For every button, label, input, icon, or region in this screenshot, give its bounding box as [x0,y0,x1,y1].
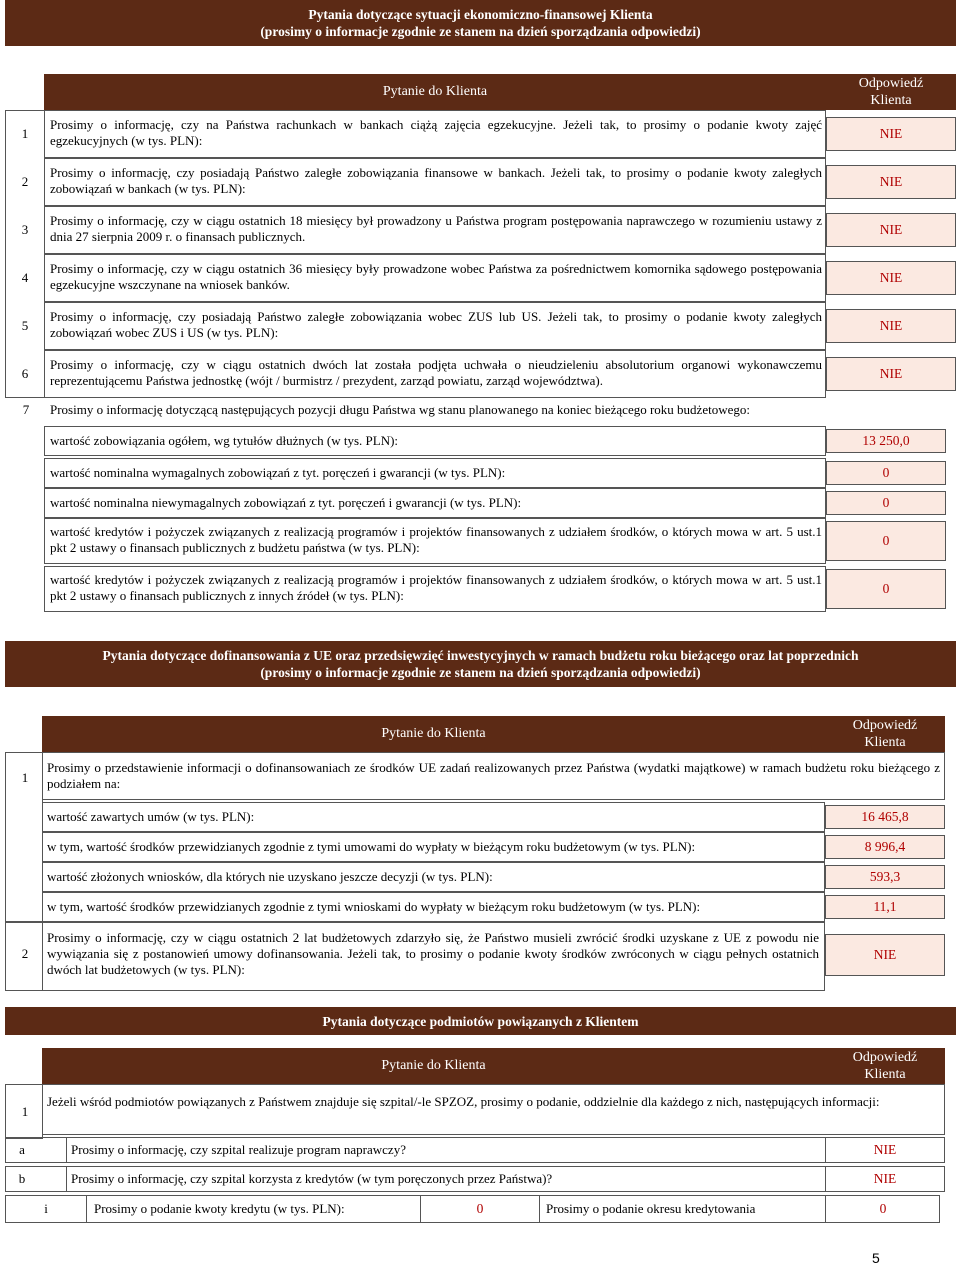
s2-item-question: w tym, wartość środków przewidzianych zgodnie z tymi wnioskami do wypłaty w bieżącym roku budżetowym (w tys. PLN): [47,899,701,914]
s1-row-answer[interactable]: NIE [826,165,956,199]
section1-banner [5,0,956,46]
debt-answer[interactable]: 0 [826,461,946,485]
s1-row-number: 5 [21,318,29,333]
s2-q1-text: Prosimy o przedstawienie informacji o dofinansowaniach ze środków UE zadań realizowanych przez Państwa (wydatki majątkowe) w ramach budżetu roku bieżącego z podziałem na: [47,760,940,791]
s1-answer-header [826,74,956,110]
debt-question: wartość nominalna wymagalnych zobowiązań z tyt. poręczeń i gwarancji (w tys. PLN): [50,465,506,480]
s2-item-answer[interactable]: 593,3 [825,865,945,889]
section3-banner [5,1007,956,1035]
debt-question: wartość kredytów i pożyczek związanych z realizacją programów i projektów finansowanych z udziałem środków, o których mowa w art. 5 ust.1 pkt 2 ustawy o finansach publicznych z innych źródeł (w tys. PLN): [50,572,822,603]
s1-number-column [5,110,45,398]
s2-item-question: wartość zawartych umów (w tys. PLN): [47,809,255,824]
s2-q2-answer[interactable]: NIE [825,934,945,976]
s1-row-question: Prosimy o informację, czy posiadają Państwo zaległe zobowiązania wobec ZUS lub US. Jeżeli tak, to prosimy o podanie kwoty zaległych zobowiązań wobec ZUS i US (w tys. PLN): [50,309,822,340]
s3-i-text: Prosimy o podanie kwoty kredytu (w tys. PLN): [94,1201,345,1216]
s1-question-header: Pytanie do Klienta [44,74,826,110]
s3-question-header: Pytanie do Klienta [42,1048,825,1084]
s1-row-answer[interactable]: NIE [826,117,956,151]
s1-row7-number: 7 [22,402,30,417]
s3-i-answer[interactable]: 0 [420,1195,540,1223]
s1-answer-header-line2: Klienta [870,93,912,108]
section2-banner [5,641,956,687]
s2-item-answer[interactable]: 8 996,4 [825,835,945,859]
s3-answer-header-line1: Odpowiedź [852,1050,918,1065]
s1-row-answer[interactable]: NIE [826,261,956,295]
debt-answer[interactable]: 0 [826,521,946,561]
s2-answer-header-line1: Odpowiedź [852,718,918,733]
s3-i2-answer[interactable]: 0 [825,1195,940,1223]
section2-subtitle: (prosimy o informacje zgodnie ze stanem na dzień sporządzania odpowiedzi) [260,665,701,680]
debt-answer[interactable]: 0 [826,491,946,515]
s3-a-label: a [19,1142,25,1157]
debt-question: wartość zobowiązania ogółem, wg tytułów dłużnych (w tys. PLN): [50,433,399,448]
s1-row7-text: Prosimy o informację dotyczącą następujących pozycji długu Państwa wg stanu planowanego na koniec bieżącego roku budżetowego: [50,402,750,417]
debt-question: wartość kredytów i pożyczek związanych z realizacją programów i projektów finansowanych z udziałem środków, o których mowa w art. 5 ust.1 pkt 2 ustawy o finansach publicznych z budżetu państwa (w tys. PLN): [50,524,822,555]
s2-item-question: w tym, wartość środków przewidzianych zgodnie z tymi umowami do wypłaty w bieżącym roku budżetowym (w tys. PLN): [47,839,696,854]
s3-i-label: i [44,1201,48,1216]
s2-q2-number: 2 [21,946,29,961]
section1-title: Pytania dotyczące sytuacji ekonomiczno-finansowej Klienta [308,7,653,22]
s1-row-question: Prosimy o informację, czy w ciągu ostatnich 36 miesięcy były prowadzone wobec Państwa za pośrednictwem komornika sądowego postępowania egzekucyjne wszczynane na wniosek banków. [50,261,822,292]
s1-row-number: 4 [21,270,29,285]
section3-title: Pytania dotyczące podmiotów powiązanych z Klientem [322,1013,639,1029]
s1-row-answer[interactable]: NIE [826,357,956,391]
s2-q1-number: 1 [21,770,29,785]
s3-i2-text: Prosimy o podanie okresu kredytowania [546,1201,756,1216]
s1-row-answer[interactable]: NIE [826,213,956,247]
s3-b-answer[interactable]: NIE [825,1166,945,1192]
debt-question: wartość nominalna niewymagalnych zobowiązań z tyt. poręczeń i gwarancji (w tys. PLN): [50,495,522,510]
s3-answer-header-line2: Klienta [864,1067,906,1082]
s3-answer-header [825,1048,945,1084]
s1-row-number: 2 [21,174,29,189]
s1-row-answer[interactable]: NIE [826,309,956,343]
s3-a-text: Prosimy o informację, czy szpital realizuje program naprawczy? [71,1142,406,1157]
s3-q1-text: Jeżeli wśród podmiotów powiązanych z Państwem znajduje się szpital/-le SPZOZ, prosimy o podanie, oddzielnie dla każdego z nich, następujących informacji: [47,1094,880,1109]
section1-subtitle: (prosimy o informacje zgodnie ze stanem na dzień sporządzania odpowiedzi) [260,24,701,39]
s2-item-answer[interactable]: 16 465,8 [825,805,945,829]
s2-answer-header [825,716,945,752]
s1-row-number: 6 [21,366,29,381]
s1-row-number: 1 [21,126,29,141]
s2-item-question: wartość złożonych wniosków, dla których nie uzyskano jeszcze decyzji (w tys. PLN): [47,869,493,884]
s3-a-answer[interactable]: NIE [825,1137,945,1163]
s1-row-question: Prosimy o informację, czy posiadają Państwo zaległe zobowiązania finansowe w bankach. Jeżeli tak, to prosimy o podanie kwoty zaległych zobowiązań w bankach (w tys. PLN): [50,165,822,196]
debt-answer[interactable]: 13 250,0 [826,429,946,453]
s2-answer-header-line2: Klienta [864,735,906,750]
section2-title: Pytania dotyczące dofinansowania z UE oraz przedsięwzięć inwestycyjnych w ramach budżetu roku bieżącego oraz lat poprzednich [102,648,859,663]
s1-row-question: Prosimy o informację, czy w ciągu ostatnich dwóch lat została podjęta uchwała o nieudzieleniu absolutorium organowi wykonawczemu reprezentującemu Państwa jednostkę (wójt / burmistrz / prezydent, zarząd powiatu, zarząd województwa). [50,357,822,388]
s3-b-label: b [18,1171,26,1186]
s1-row-number: 3 [21,222,29,237]
s3-q1-number: 1 [21,1104,29,1119]
s1-row-question: Prosimy o informację, czy na Państwa rachunkach w bankach ciążą zajęcia egzekucyjne. Jeżeli tak, to prosimy o podanie kwoty zajęć egzekucyjnych (w tys. PLN): [50,117,822,148]
s2-q2-text: Prosimy o informację, czy w ciągu ostatnich 2 lat budżetowych zdarzyło się, że Państwo musieli zwrócić środki uzyskane z UE z powodu nie wywiązania się z postanowień umowy dofinansowania. Jeżeli tak, to prosimy o podanie kwoty środków zwróconych w ciągu pełnych ostatnich dwóch lat budżetowych (w tys. PLN): [47,930,819,977]
debt-answer[interactable]: 0 [826,569,946,609]
page-number: 5 [872,1250,880,1266]
s2-question-header: Pytanie do Klienta [42,716,825,752]
s2-item-answer[interactable]: 11,1 [825,895,945,919]
s3-b-text: Prosimy o informację, czy szpital korzysta z kredytów (w tym poręczonych przez Państwa)? [71,1171,553,1186]
s1-answer-header-line1: Odpowiedź [858,76,924,91]
s1-row-question: Prosimy o informację, czy w ciągu ostatnich 18 miesięcy był prowadzony u Państwa program postępowania naprawczego w rozumieniu ustawy z dnia 27 sierpnia 2009 r. o finansach publicznych. [50,213,822,244]
